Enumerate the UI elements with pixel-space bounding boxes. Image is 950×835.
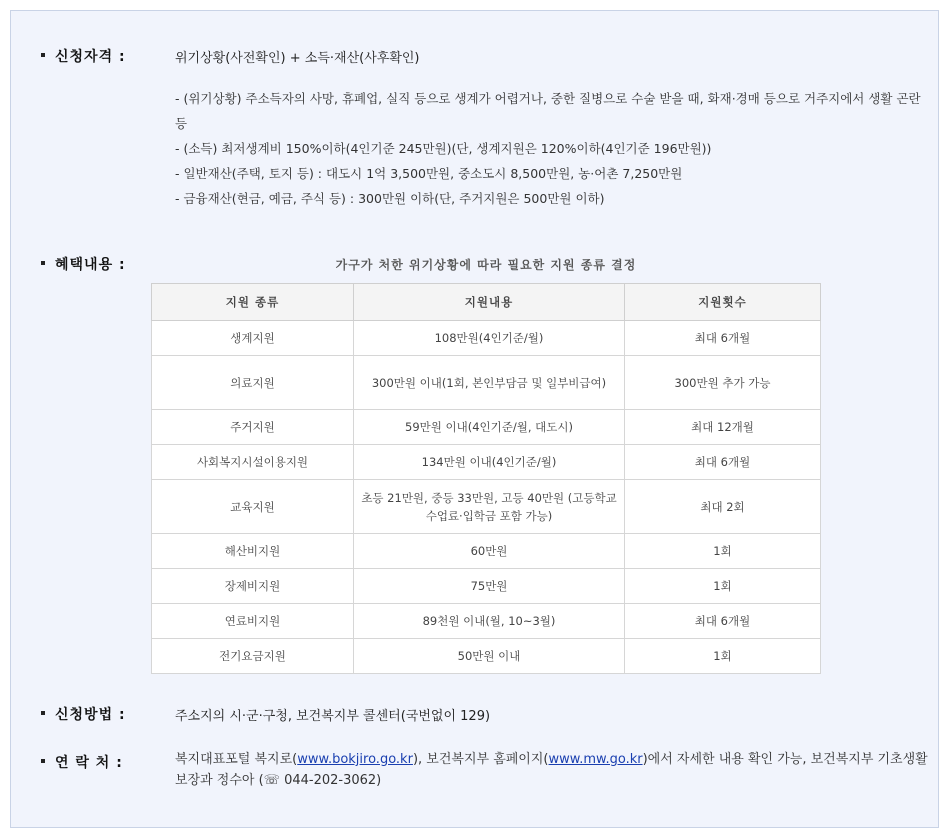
contact-value bbox=[175, 749, 933, 791]
table-header-row bbox=[152, 284, 821, 321]
eligibility-detail-financial: - 금융재산(현금, 예금, 주식 등) : 300만원 이하(단, 주거지원은 500만원 이하) bbox=[175, 191, 605, 206]
bullet-icon bbox=[41, 53, 45, 57]
eligibility-details bbox=[175, 86, 935, 211]
bullet-icon bbox=[41, 711, 45, 715]
support-type: 주거지원 bbox=[152, 410, 354, 445]
support-content: 108만원(4인기준/월) bbox=[354, 321, 625, 356]
table-row bbox=[152, 604, 821, 639]
contact-text-1: 복지대표포털 복지로( bbox=[175, 752, 298, 767]
support-count: 최대 6개월 bbox=[625, 321, 821, 356]
support-content: 75만원 bbox=[354, 569, 625, 604]
column-header-count: 지원횟수 bbox=[625, 284, 821, 321]
eligibility-detail-income: - (소득) 최저생계비 150%이하(4인기준 245만원)(단, 생계지원은 120%이하(4인기준 196만원)) bbox=[175, 141, 712, 156]
table-row bbox=[152, 639, 821, 674]
method-value: 주소지의 시·군·구청, 보건복지부 콜센터(국번없이 129) bbox=[175, 709, 491, 724]
support-content: 89천원 이내(월, 10~3월) bbox=[354, 604, 625, 639]
support-content: 초등 21만원, 중등 33만원, 고등 40만원 (고등학교 수업료·입학금 포함 가능) bbox=[354, 480, 625, 534]
support-count: 1회 bbox=[625, 569, 821, 604]
eligibility-detail-crisis: - (위기상황) 주소득자의 사망, 휴폐업, 실직 등으로 생계가 어렵거나, 중한 질병으로 수술 받을 때, 화재·경매 등으로 거주지에서 생활 곤란 등 bbox=[175, 91, 921, 131]
support-type: 장제비지원 bbox=[152, 569, 354, 604]
benefits-table bbox=[151, 283, 821, 674]
support-count: 300만원 추가 가능 bbox=[625, 356, 821, 410]
table-row bbox=[152, 480, 821, 534]
method-label: 신청방법 : bbox=[55, 707, 126, 723]
eligibility-value: 위기상황(사전확인) + 소득·재산(사후확인) bbox=[175, 51, 420, 66]
support-content: 59만원 이내(4인기준/월, 대도시) bbox=[354, 410, 625, 445]
bullet-icon bbox=[41, 759, 45, 763]
support-type: 연료비지원 bbox=[152, 604, 354, 639]
benefits-caption: 가구가 처한 위기상황에 따라 필요한 지원 종류 결정 bbox=[335, 258, 637, 272]
eligibility-label: 신청자격 : bbox=[55, 49, 126, 65]
support-type: 의료지원 bbox=[152, 356, 354, 410]
support-type: 생계지원 bbox=[152, 321, 354, 356]
support-count: 최대 6개월 bbox=[625, 445, 821, 480]
support-type: 사회복지시설이용지원 bbox=[152, 445, 354, 480]
support-type: 전기요금지원 bbox=[152, 639, 354, 674]
table-row bbox=[152, 534, 821, 569]
info-panel bbox=[10, 10, 939, 828]
support-content: 50만원 이내 bbox=[354, 639, 625, 674]
table-row bbox=[152, 569, 821, 604]
bokjiro-link[interactable]: www.bokjiro.go.kr bbox=[297, 752, 413, 767]
column-header-content: 지원내용 bbox=[354, 284, 625, 321]
mw-link[interactable]: www.mw.go.kr bbox=[548, 752, 643, 767]
support-content: 60만원 bbox=[354, 534, 625, 569]
contact-text-3: )에서 자세한 내용 확인 가능, 보건복지부 기초생활보장과 정수아 (☏ 044-202-3062) bbox=[175, 752, 928, 788]
support-content: 134만원 이내(4인기준/월) bbox=[354, 445, 625, 480]
eligibility-detail-property: - 일반재산(주택, 토지 등) : 대도시 1억 3,500만원, 중소도시 8,500만원, 농·어촌 7,250만원 bbox=[175, 166, 683, 181]
support-count: 최대 12개월 bbox=[625, 410, 821, 445]
table-row bbox=[152, 321, 821, 356]
support-type: 해산비지원 bbox=[152, 534, 354, 569]
contact-text-2: ), 보건복지부 홈페이지( bbox=[412, 752, 549, 767]
support-count: 최대 2회 bbox=[625, 480, 821, 534]
table-row bbox=[152, 445, 821, 480]
support-content: 300만원 이내(1회, 본인부담금 및 일부비급여) bbox=[354, 356, 625, 410]
table-row bbox=[152, 356, 821, 410]
bullet-icon bbox=[41, 261, 45, 265]
support-count: 1회 bbox=[625, 639, 821, 674]
support-type: 교육지원 bbox=[152, 480, 354, 534]
table-row bbox=[152, 410, 821, 445]
contact-label: 연 락 처 : bbox=[55, 755, 123, 771]
support-count: 1회 bbox=[625, 534, 821, 569]
support-count: 최대 6개월 bbox=[625, 604, 821, 639]
benefits-label: 혜택내용 : bbox=[55, 257, 126, 273]
column-header-type: 지원 종류 bbox=[152, 284, 354, 321]
